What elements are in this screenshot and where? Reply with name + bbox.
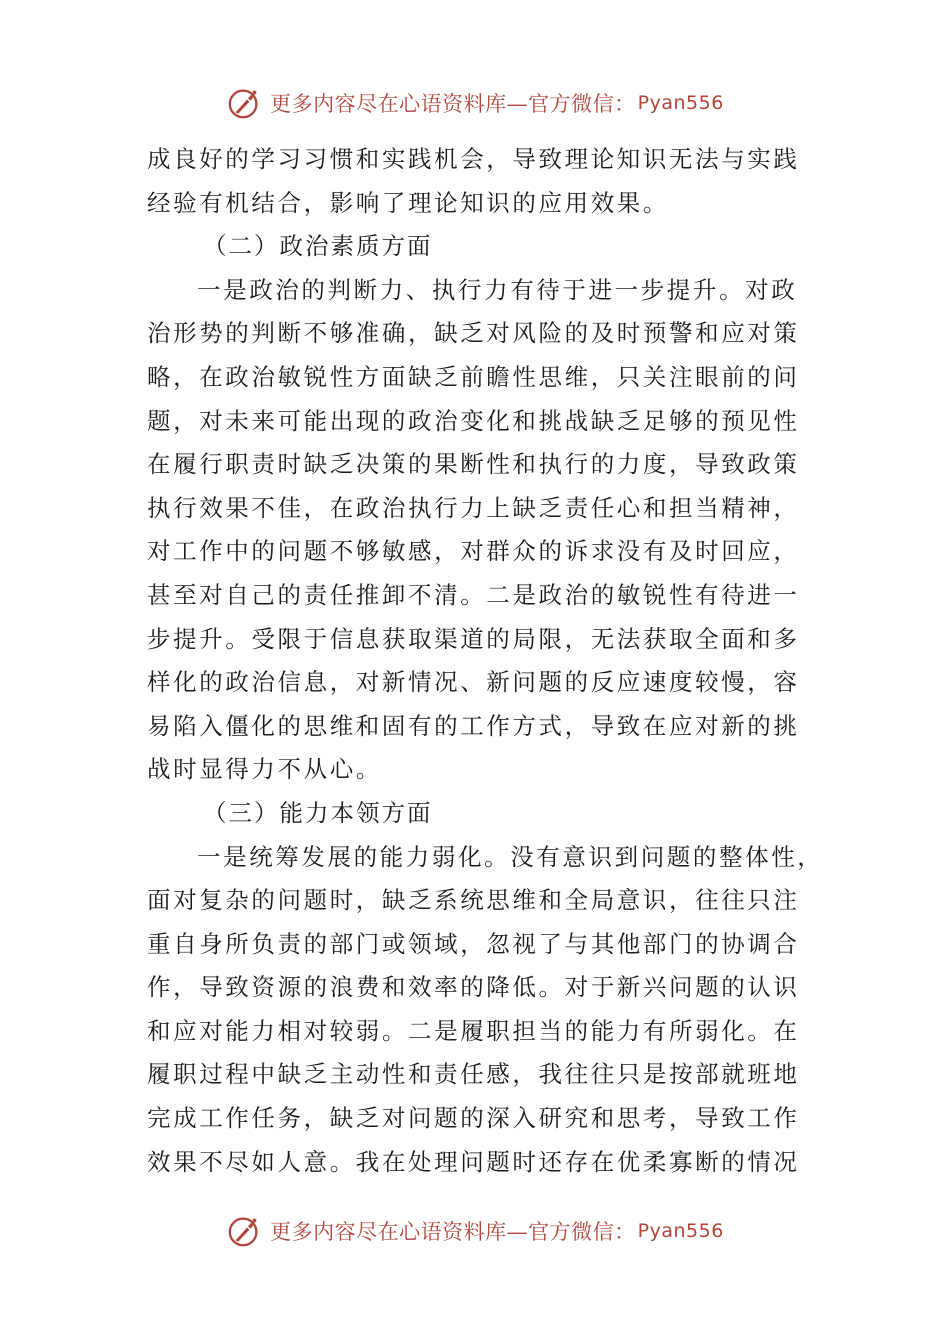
pen-nib-logo-icon [226,1212,264,1250]
document-body [147,138,824,1184]
paragraph-line: 履职过程中缺乏主动性和责任感，我往往只是按部就班地 [147,1060,800,1089]
paragraph-line: 甚至对自己的责任推卸不清。二是政治的敏锐性有待进一 [147,580,800,609]
paragraph-line: 战时显得力不从心。 [147,755,382,784]
watermark-contact: Pyan556 [637,92,724,114]
paragraph-line: 完成工作任务，缺乏对问题的深入研究和思考，导致工作 [147,1104,800,1133]
header-watermark [0,81,950,125]
footer-watermark [0,1209,950,1253]
watermark-text: 更多内容尽在心语资料库—官方微信： [270,92,636,116]
paragraph-line: 治形势的判断不够准确，缺乏对风险的及时预警和应对策 [147,319,800,348]
paragraph-line: 作，导致资源的浪费和效率的降低。对于新兴问题的认识 [147,973,800,1002]
paragraph-line: 重自身所负责的部门或领域，忽视了与其他部门的协调合 [147,929,800,958]
paragraph-line: 一是政治的判断力、执行力有待于进一步提升。对政 [197,275,798,304]
paragraph-line: 面对复杂的问题时，缺乏系统思维和全局意识，往往只注 [147,886,800,915]
paragraph-line: 易陷入僵化的思维和固有的工作方式，导致在应对新的挑 [147,711,800,740]
paragraph-line: 效果不尽如人意。我在处理问题时还存在优柔寡断的情况 [147,1147,800,1176]
section-heading: （二）政治素质方面 [203,232,433,261]
paragraph-line: 略，在政治敏锐性方面缺乏前瞻性思维，只关注眼前的问 [147,362,800,391]
paragraph-line: 执行效果不佳，在政治执行力上缺乏责任心和担当精神， [147,493,800,522]
paragraph-line: 对工作中的问题不够敏感，对群众的诉求没有及时回应， [147,537,800,566]
paragraph-line: 一是统筹发展的能力弱化。没有意识到问题的整体性， [197,842,824,871]
paragraph-line: 和应对能力相对较弱。二是履职担当的能力有所弱化。在 [147,1016,800,1045]
paragraph-line: 样化的政治信息，对新情况、新问题的反应速度较慢，容 [147,668,800,697]
section-heading: （三）能力本领方面 [203,798,433,827]
paragraph-line: 在履行职责时缺乏决策的果断性和执行的力度，导致政策 [147,450,800,479]
paragraph-line: 成良好的学习习惯和实践机会，导致理论知识无法与实践 [147,145,800,173]
watermark-contact: Pyan556 [637,1220,724,1242]
watermark-text: 更多内容尽在心语资料库—官方微信： [270,1220,636,1244]
paragraph-line: 经验有机结合，影响了理论知识的应用效果。 [147,188,669,217]
paragraph-line: 题，对未来可能出现的政治变化和挑战缺乏足够的预见性 [147,406,800,435]
paragraph-line: 步提升。受限于信息获取渠道的局限，无法获取全面和多 [147,624,800,653]
pen-nib-logo-icon [226,84,264,122]
